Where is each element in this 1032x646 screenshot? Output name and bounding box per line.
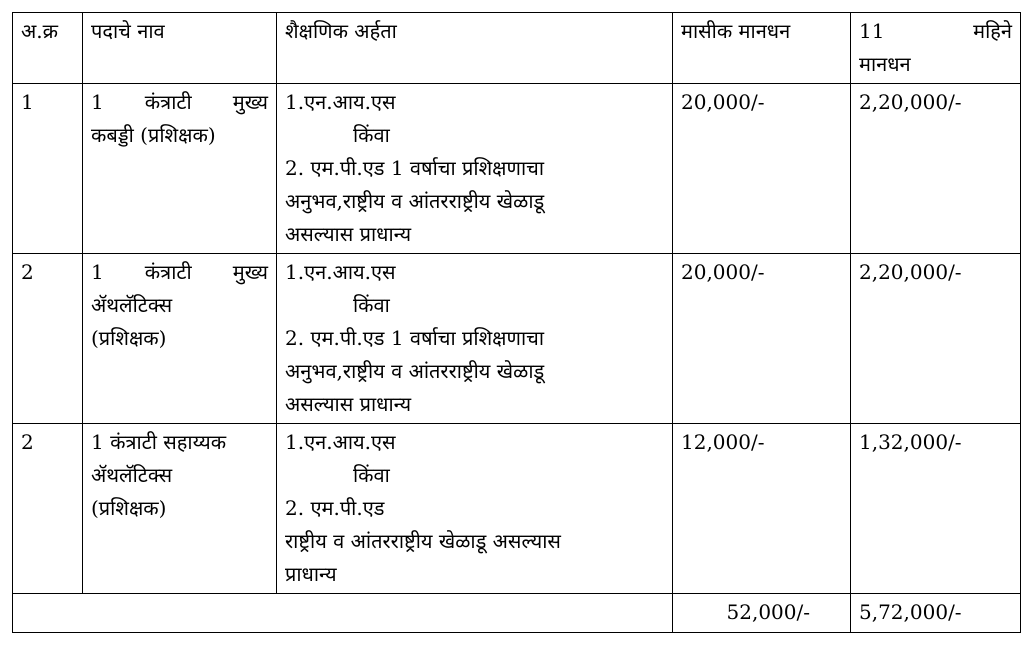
qualification-line: प्राधान्य — [285, 562, 337, 586]
cell-post-name — [83, 84, 277, 254]
header-eleven-months-line1: 11 महिने — [859, 19, 1012, 43]
total-label-cell — [13, 594, 673, 633]
header-monthly: मासीक मानधन — [673, 13, 851, 84]
post-line: 1 कंत्राटी सहाय्यक — [91, 430, 227, 454]
cell-serial: 1 — [13, 84, 83, 254]
header-eleven-months — [851, 13, 1021, 84]
qualification-line: 1.एन.आय.एस — [285, 260, 396, 284]
total-eleven-months: 5,72,000/- — [851, 594, 1021, 633]
cell-monthly: 20,000/- — [673, 254, 851, 424]
qualification-line: राष्ट्रीय व आंतरराष्ट्रीय खेळाडू असल्यास — [285, 529, 561, 553]
qualification-line: अनुभव,राष्ट्रीय व आंतरराष्ट्रीय खेळाडू — [285, 189, 545, 213]
cell-post-name — [83, 424, 277, 594]
post-line: 1 कंत्राटी मुख्य — [91, 260, 268, 284]
cell-eleven-months: 1,32,000/- — [851, 424, 1021, 594]
header-qualification: शैक्षणिक अर्हता — [277, 13, 673, 84]
header-serial: अ.क्र — [13, 13, 83, 84]
header-row — [13, 13, 1021, 84]
document-page — [12, 12, 1021, 633]
qualification-line: अनुभव,राष्ट्रीय व आंतरराष्ट्रीय खेळाडू — [285, 359, 545, 383]
post-line: ॲथलॅटिक्स — [91, 463, 173, 487]
header-eleven-months-line2: मानधन — [859, 52, 911, 76]
post-line: (प्रशिक्षक) — [91, 496, 167, 520]
total-row — [13, 594, 1021, 633]
table-row — [13, 254, 1021, 424]
cell-monthly: 12,000/- — [673, 424, 851, 594]
honorarium-table — [12, 12, 1021, 633]
cell-qualification — [277, 84, 673, 254]
cell-post-name — [83, 254, 277, 424]
cell-serial: 2 — [13, 424, 83, 594]
post-line: (प्रशिक्षक) — [91, 326, 167, 350]
table-row — [13, 424, 1021, 594]
qualification-line: 2. एम.पी.एड 1 वर्षाचा प्रशिक्षणाचा — [285, 326, 545, 350]
qualification-line: 1.एन.आय.एस — [285, 430, 396, 454]
cell-qualification — [277, 424, 673, 594]
post-line: ॲथलॅटिक्स — [91, 293, 173, 317]
qualification-or: किंवा — [353, 463, 390, 487]
qualification-line: 2. एम.पी.एड 1 वर्षाचा प्रशिक्षणाचा — [285, 156, 545, 180]
qualification-line: असल्यास प्राधान्य — [285, 392, 412, 416]
table-row — [13, 84, 1021, 254]
cell-serial: 2 — [13, 254, 83, 424]
cell-monthly: 20,000/- — [673, 84, 851, 254]
qualification-or: किंवा — [353, 293, 390, 317]
header-post-name: पदाचे नाव — [83, 13, 277, 84]
post-line: 1 कंत्राटी मुख्य — [91, 90, 268, 114]
post-line: कबड्डी (प्रशिक्षक) — [91, 123, 216, 147]
qualification-line: असल्यास प्राधान्य — [285, 222, 412, 246]
cell-eleven-months: 2,20,000/- — [851, 254, 1021, 424]
qualification-line: 2. एम.पी.एड — [285, 496, 385, 520]
cell-eleven-months: 2,20,000/- — [851, 84, 1021, 254]
qualification-line: 1.एन.आय.एस — [285, 90, 396, 114]
cell-qualification — [277, 254, 673, 424]
total-monthly: 52,000/- — [673, 594, 851, 633]
qualification-or: किंवा — [353, 123, 390, 147]
